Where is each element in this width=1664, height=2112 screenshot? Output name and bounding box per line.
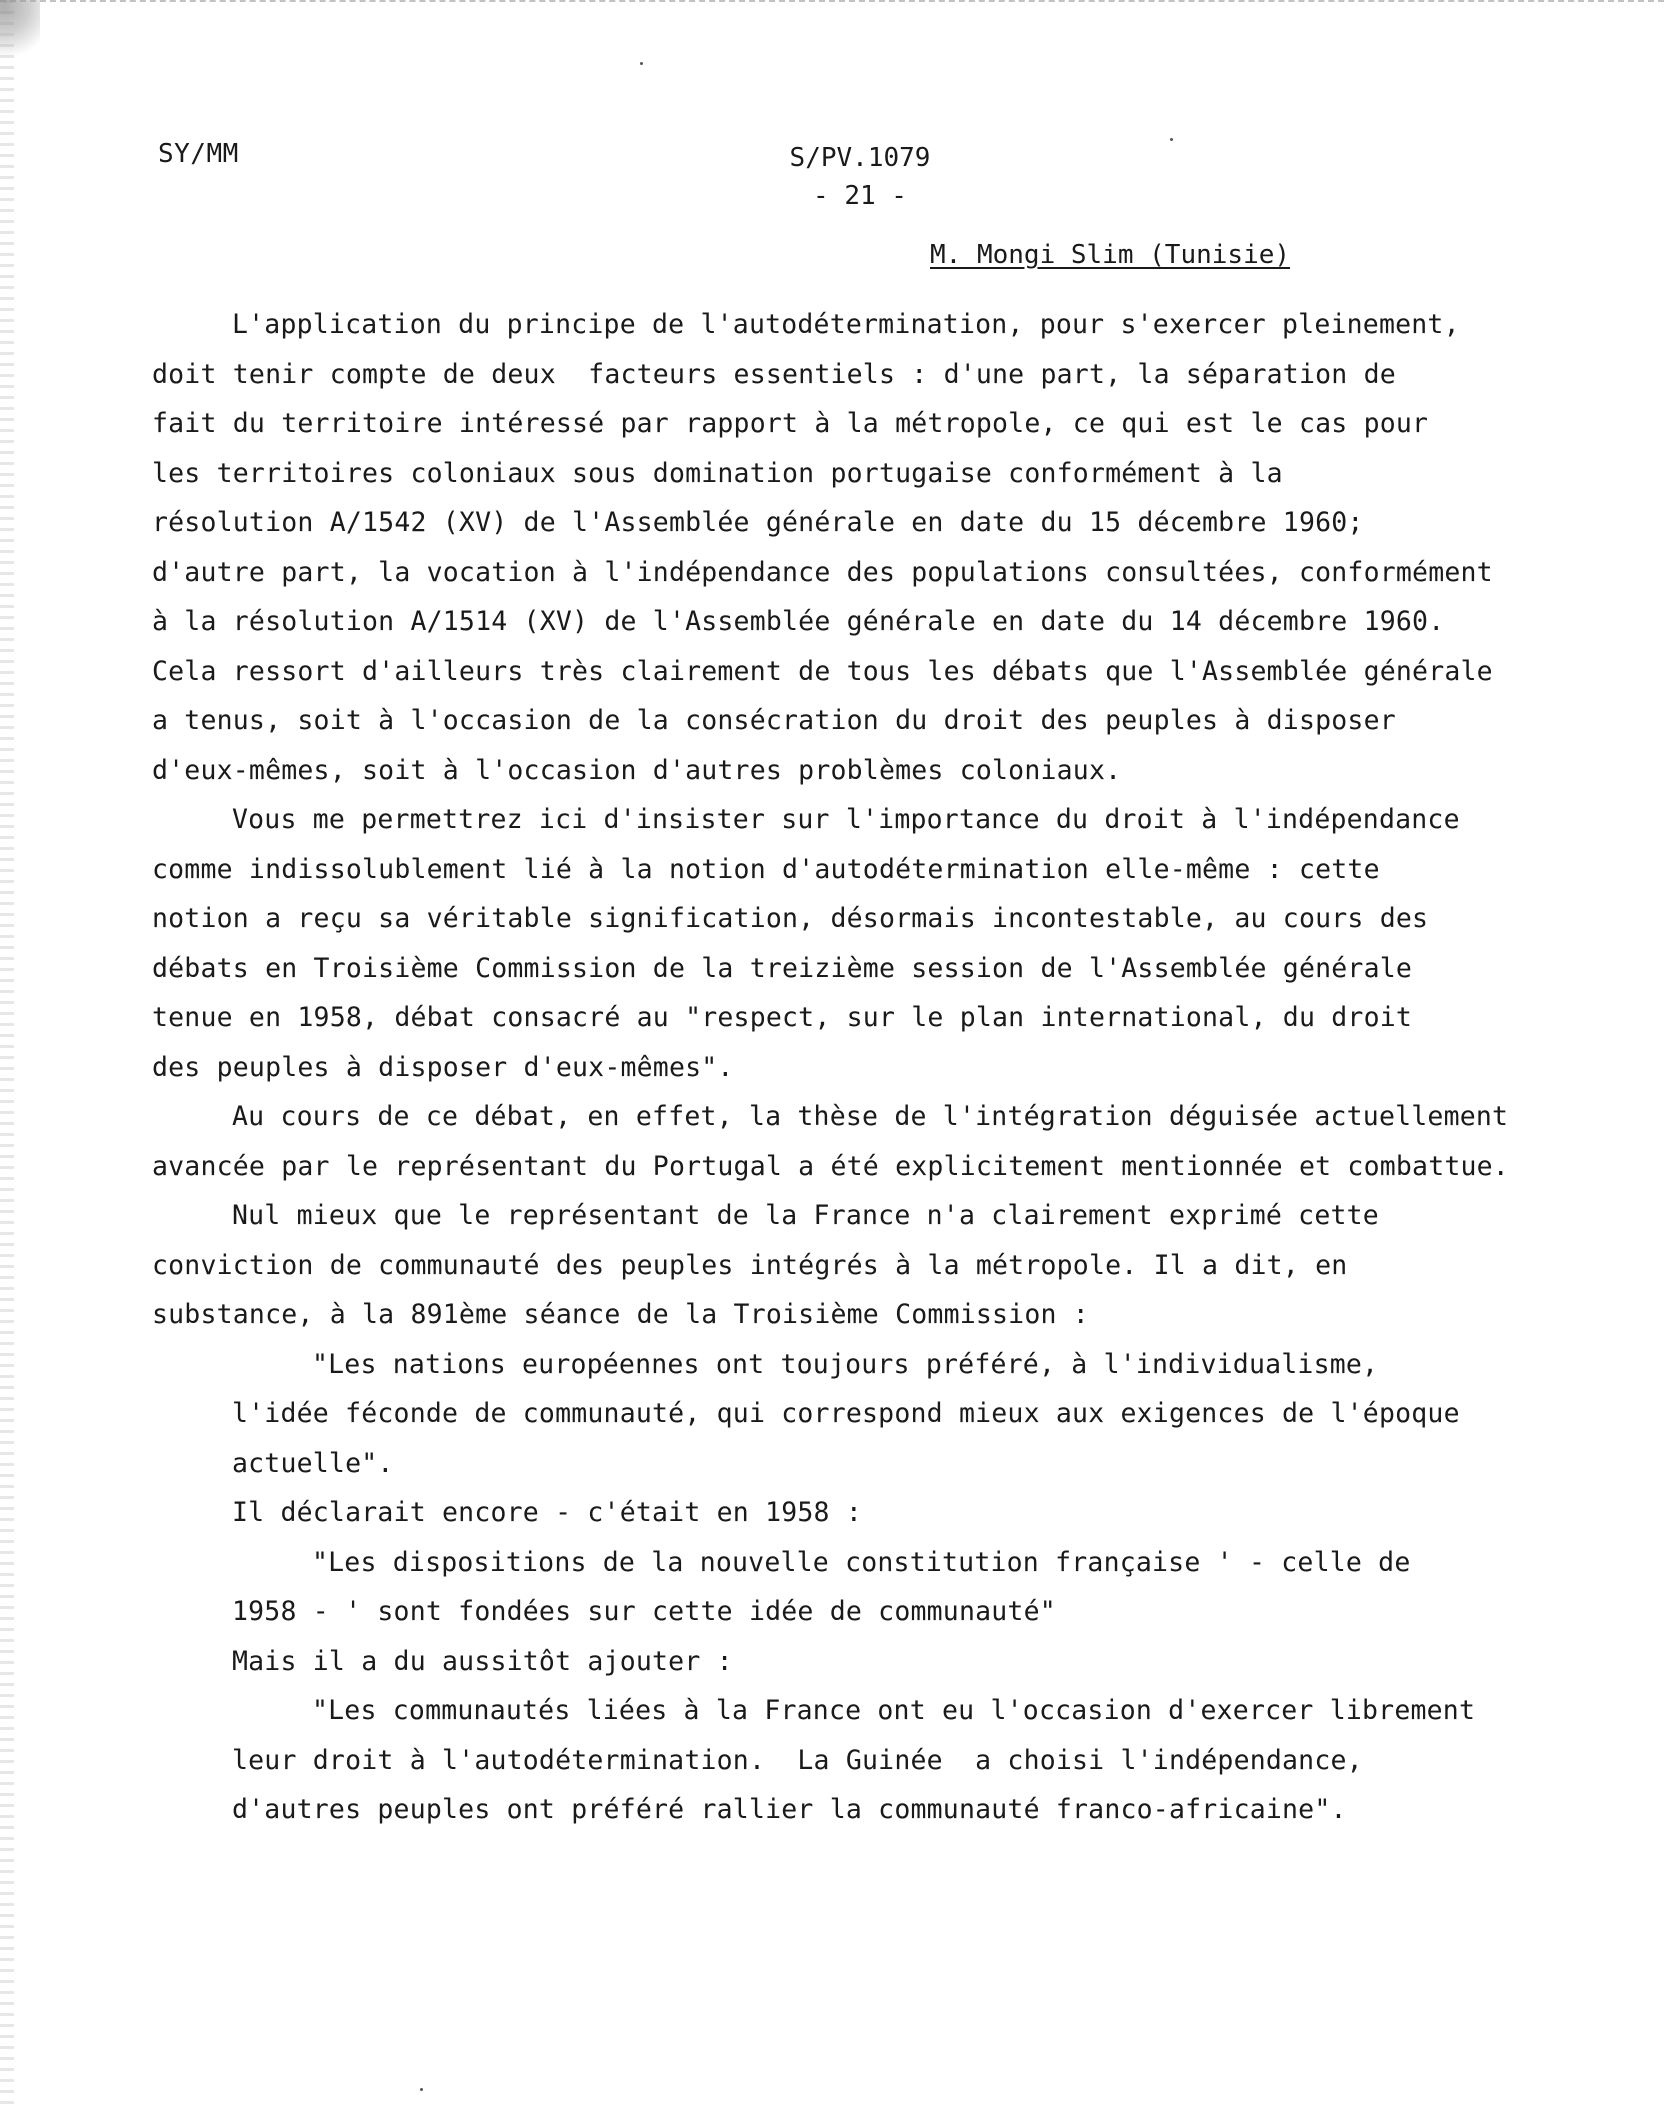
page-number: - 21 - [813, 181, 907, 211]
quote-line: 1958 - ' sont fondées sur cette idée de communauté" [232, 1596, 1056, 1627]
scan-edge-top [0, 0, 1664, 8]
text-line: comme indissolublement lié à la notion d'autodétermination elle-même : cette [152, 853, 1380, 885]
quote-line: "Les communautés liées à la France ont eu l'occasion d'exercer librement [312, 1695, 1476, 1726]
document-header [760, 139, 960, 215]
text-line: d'eux-mêmes, soit à l'occasion d'autres problèmes coloniaux. [152, 754, 1122, 786]
document-symbol: S/PV.1079 [789, 143, 931, 173]
text-line: à la résolution A/1514 (XV) de l'Assemblée générale en date du 14 décembre 1960. [152, 606, 1445, 637]
text-line: conviction de communauté des peuples intégrés à la métropole. Il a dit, en [152, 1249, 1348, 1281]
text-line: résolution A/1542 (XV) de l'Assemblée générale en date du 15 décembre 1960; [152, 507, 1364, 538]
text-line: débats en Troisième Commission de la treizième session de l'Assemblée générale [152, 952, 1413, 984]
scan-edge-left [0, 0, 14, 2112]
text-line: fait du territoire intéressé par rapport à la métropole, ce qui est le cas pour [152, 408, 1429, 439]
text-line: les territoires coloniaux sous domination portugaise conformément à la [152, 457, 1283, 489]
text-line: Cela ressort d'ailleurs très clairement de tous les débats que l'Assemblée générale [152, 655, 1493, 687]
text-line: L'application du principe de l'autodétermination, pour s'exercer pleinement, [232, 309, 1460, 340]
text-line: Vous me permettrez ici d'insister sur l'importance du droit à l'indépendance [232, 804, 1460, 835]
text-line: Il déclarait encore - c'était en 1958 : [232, 1497, 863, 1528]
scan-speck [640, 62, 643, 65]
text-line: notion a reçu sa véritable signification, désormais incontestable, au cours des [152, 903, 1429, 934]
text-line: a tenus, soit à l'occasion de la consécration du droit des peuples à disposer [152, 705, 1396, 736]
speech-body [152, 300, 1552, 1835]
reference-initials: SY/MM [158, 139, 239, 169]
text-line: substance, à la 891ème séance de la Troisième Commission : [152, 1299, 1089, 1330]
text-line: avancée par le représentant du Portugal a été explicitement mentionnée et combattue. [152, 1150, 1509, 1182]
speaker-name: M. Mongi Slim (Tunisie) [930, 240, 1291, 270]
scan-speck [1170, 138, 1173, 141]
scan-speck [420, 2088, 423, 2091]
scan-corner-smudge [0, 0, 40, 70]
text-line: des peuples à disposer d'eux-mêmes". [152, 1051, 734, 1083]
quote-line: l'idée féconde de communauté, qui correspond mieux aux exigences de l'époque [232, 1398, 1460, 1429]
text-line: doit tenir compte de deux facteurs essentiels : d'une part, la séparation de [152, 358, 1396, 390]
quote-line: d'autres peuples ont préféré rallier la communauté franco-africaine". [232, 1794, 1347, 1825]
quote-line: actuelle". [232, 1447, 394, 1479]
quote-line: leur droit à l'autodétermination. La Guinée a choisi l'indépendance, [232, 1744, 1363, 1776]
quote-line: "Les nations européennes ont toujours préféré, à l'individualisme, [312, 1348, 1379, 1380]
quote-line: "Les dispositions de la nouvelle constitution française ' - celle de [312, 1546, 1411, 1578]
text-line: Nul mieux que le représentant de la France n'a clairement exprimé cette [232, 1200, 1379, 1231]
text-line: tenue en 1958, débat consacré au "respect, sur le plan international, du droit [152, 1002, 1413, 1033]
text-line: d'autre part, la vocation à l'indépendance des populations consultées, conformément [152, 556, 1493, 588]
text-line: Mais il a du aussitôt ajouter : [232, 1645, 733, 1677]
text-line: Au cours de ce débat, en effet, la thèse de l'intégration déguisée actuellement [232, 1101, 1509, 1132]
